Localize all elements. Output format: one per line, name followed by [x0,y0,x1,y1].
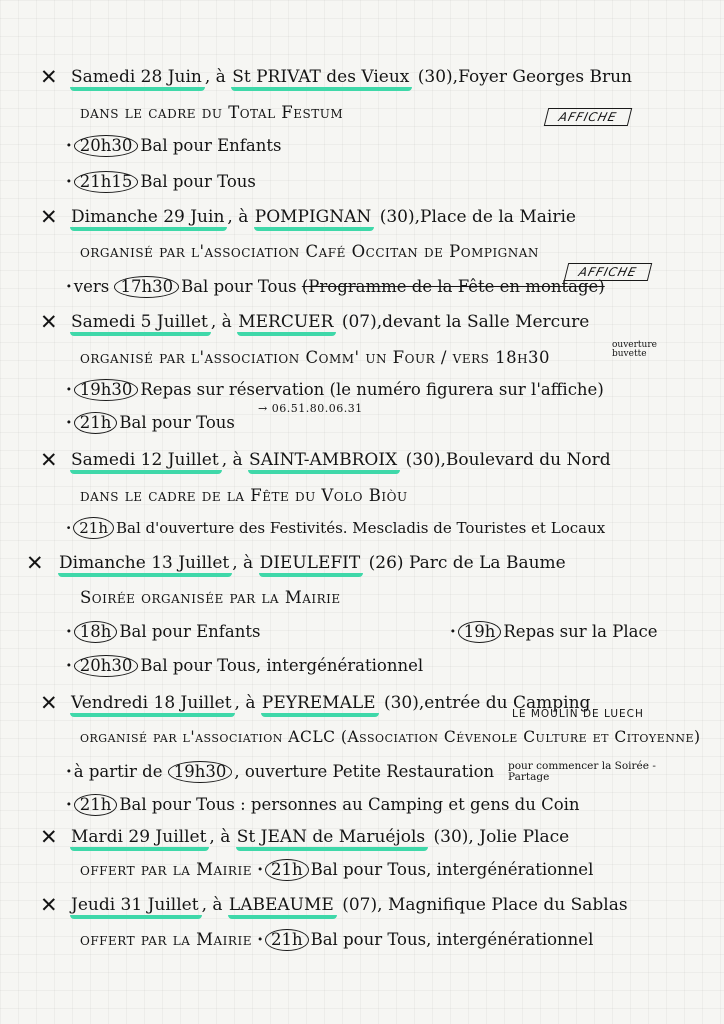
time-circle: 20h30 [74,135,139,157]
item-prefix: à partir de [73,762,163,781]
event-place: MERCUER [237,312,336,336]
place-prefix: , à [234,693,256,713]
soiree-note: pour commencer la Soirée - Partage [508,760,656,783]
event-8-header [0,890,724,920]
event-6-item-2 [0,790,724,820]
item-text: Bal pour Tous, intergénérationnel [310,930,594,949]
event-place: PEYREMALE [261,693,379,717]
event-dept: (30), [383,693,425,713]
event-place: St PRIVAT des Vieux [231,67,412,91]
event-8-sub [0,925,724,955]
cross-mark-icon: ✕ [40,893,58,917]
time-circle: 19h30 [74,379,139,401]
place-prefix: , à [210,312,232,332]
bullet-icon: · [66,519,72,537]
item-text: Bal pour Tous, intergénérationnel [140,656,424,675]
event-2-header [0,202,724,232]
item-text: Repas sur réservation (le numéro figurera sur l'affiche) [140,380,604,399]
item-text: Repas sur la Place [503,622,658,641]
event-6-sub [0,722,724,752]
event-1-item-1 [0,131,724,161]
cross-mark-icon: ✕ [40,310,58,334]
event-organizer: dans le cadre de la Fête du Volo Biòu [80,486,408,505]
event-date: Samedi 5 Juillet [70,312,211,336]
event-place: LABEAUME [228,895,337,919]
event-date: Dimanche 13 Juillet [58,553,232,577]
event-location: devant la Salle Mercure [382,312,590,332]
bullet-icon: · [257,860,263,879]
time-circle: 17h30 [114,276,179,298]
item-text: Bal pour Tous [119,413,235,432]
struck-text: (Programme de la Fête en montage) [301,277,605,296]
event-location: Place de la Mairie [420,207,576,227]
event-date: Dimanche 29 Juin [70,207,227,231]
event-dept: (30), [379,207,421,227]
bullet-icon: · [66,172,72,191]
event-7-sub [0,855,724,885]
cross-mark-icon: ✕ [40,448,58,472]
phone-number: → 06.51.80.06.31 [258,402,363,415]
event-dept: (26) [368,553,404,573]
event-5-header [0,548,724,578]
event-dept: (30), [405,450,446,470]
bullet-icon: · [66,413,72,432]
event-1-header [0,62,724,92]
event-location: Magnifique Place du Sablas [387,895,628,915]
bullet-icon: · [66,622,72,641]
bullet-icon: · [66,656,72,675]
event-location: entrée du Camping [424,693,591,713]
event-dept: (07), [341,312,383,332]
time-circle: 18h [74,621,118,643]
event-3-item-1 [0,375,724,405]
bullet-icon: · [66,380,72,399]
time-circle: 19h [458,621,502,643]
event-date: Vendredi 18 Juillet [70,693,235,717]
event-dept: (30), [417,67,459,87]
cross-mark-icon: ✕ [40,205,58,229]
cross-mark-icon: ✕ [26,551,44,575]
item-text: , ouverture Petite Restauration [234,762,495,781]
event-date: Samedi 28 Juin [70,67,205,91]
event-location: Boulevard du Nord [445,450,611,470]
item-text: Bal pour Tous [181,277,297,296]
place-prefix: , à [204,67,226,87]
event-location: Foyer Georges Brun [458,67,632,87]
item-text: Bal pour Tous, intergénérationnel [310,860,594,879]
bullet-icon: · [66,795,72,814]
affiche-badge: AFFICHE [544,108,632,126]
item-prefix: vers [73,277,110,296]
event-place: DIEULEFIT [259,553,364,577]
event-dept: (30), [433,827,474,847]
time-circle: 21h [74,794,118,816]
event-2-item [0,272,724,302]
event-3-header [0,307,724,337]
event-date: Mardi 29 Juillet [70,827,209,851]
event-5-item-1 [0,617,724,647]
event-location: Parc de La Baume [408,553,566,573]
time-circle: 21h [265,929,309,951]
time-circle: 21h [265,859,309,881]
place-prefix: , à [201,895,223,915]
event-organizer: offert par la Mairie [80,930,252,949]
cross-mark-icon: ✕ [40,825,58,849]
time-circle: 20h30 [74,655,139,677]
time-circle: 19h30 [168,761,233,783]
buvette-note: ouverture buvette [612,340,657,359]
time-circle: 21h15 [74,171,139,193]
bullet-icon: · [66,277,72,296]
place-prefix: , à [232,553,254,573]
event-organizer: organisé par l'association ACLC (Association Cévenole Culture et Citoyenne) [80,728,701,746]
event-4-sub [0,481,724,511]
bullet-icon: · [66,136,72,155]
item-text: Bal pour Tous : personnes au Camping et gens du Coin [119,795,580,814]
event-date: Samedi 12 Juillet [70,450,222,474]
cross-mark-icon: ✕ [40,691,58,715]
event-1-item-2 [0,167,724,197]
item-text: Bal pour Enfants [119,622,261,641]
event-7-header [0,822,724,852]
event-organizer: offert par la Mairie [80,860,252,879]
event-organizer: dans le cadre du Total Festum [80,103,344,122]
cross-mark-icon: ✕ [40,65,58,89]
place-prefix: , à [221,450,243,470]
event-date: Jeudi 31 Juillet [70,895,202,919]
item-text: Bal pour Enfants [140,136,282,155]
place-prefix: , à [209,827,231,847]
event-organizer: organisé par l'association Comm' un Four / vers 18h30 [80,348,551,367]
affiche-badge: AFFICHE [564,263,652,281]
event-organizer: organisé par l'association Café Occitan de Pompignan [80,242,539,261]
place-prefix: , à [227,207,249,227]
time-circle: 21h [74,412,118,434]
event-4-header [0,445,724,475]
camping-name: LE MOULIN DE LUECH [512,708,644,720]
event-4-item [0,513,724,543]
event-place: St JEAN de Maruéjols [236,827,428,851]
event-place: SAINT-AMBROIX [248,450,400,474]
bullet-icon: · [66,762,72,781]
bullet-icon: · [450,622,456,641]
bullet-icon: · [257,930,263,949]
time-circle: 21h [73,517,114,539]
event-location: Jolie Place [479,827,570,847]
item-text: Bal d'ouverture des Festivités. Mescladis de Touristes et Locaux [115,519,606,537]
event-5-item-2 [0,651,724,681]
event-5-sub [0,583,724,613]
item-text: Bal pour Tous [140,172,256,191]
event-organizer: Soirée organisée par la Mairie [80,588,341,607]
event-dept: (07), [342,895,383,915]
event-place: POMPIGNAN [254,207,375,231]
